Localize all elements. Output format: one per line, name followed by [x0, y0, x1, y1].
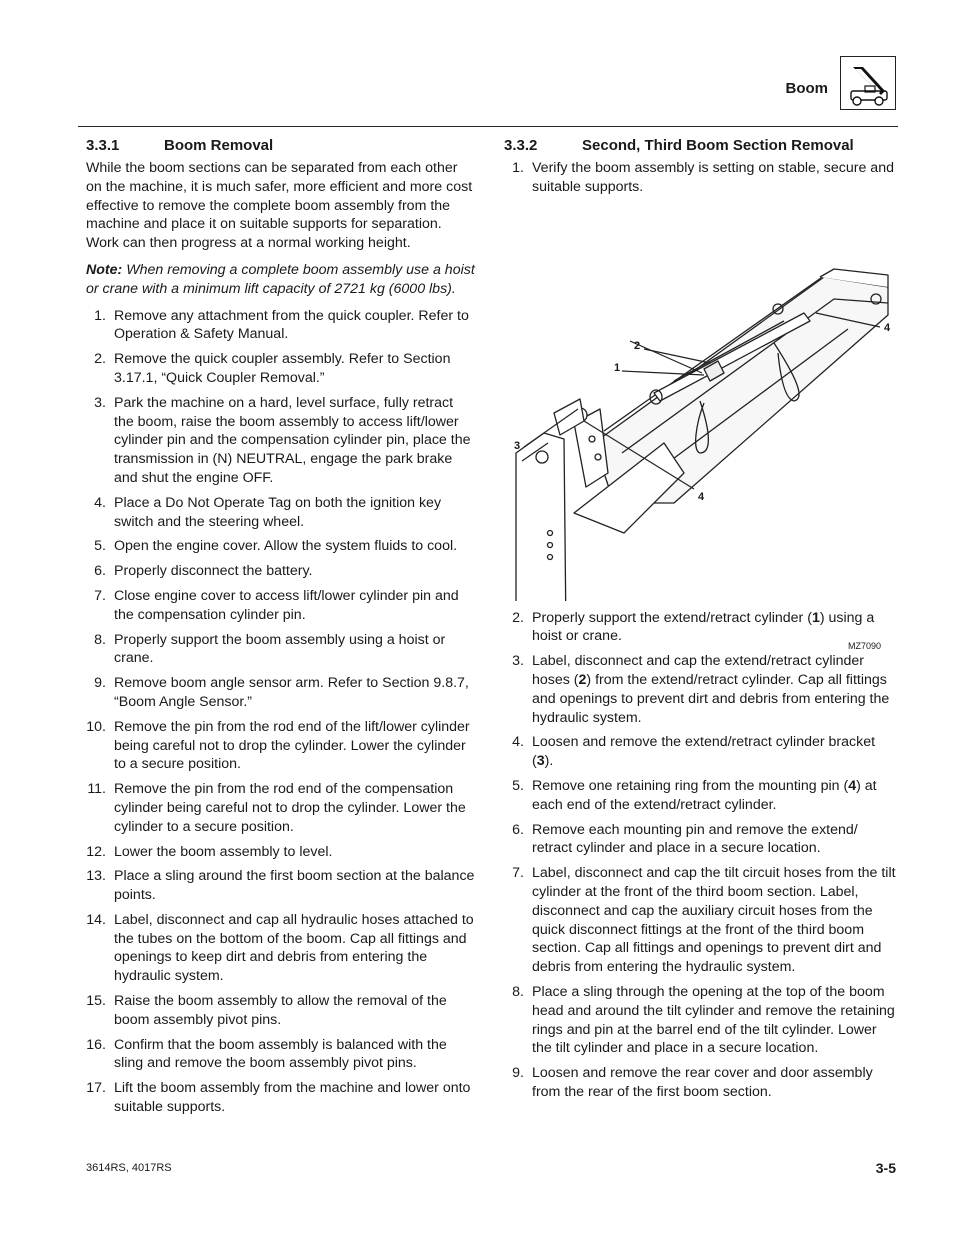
page-number: 3-5 — [875, 1160, 896, 1176]
step-number: 6. — [94, 563, 106, 580]
list-item — [86, 350, 476, 388]
list-item — [86, 911, 476, 986]
step-text: Open the engine cover. Allow the system fluids to cool. — [114, 538, 458, 555]
note — [86, 261, 476, 299]
step-text: Properly disconnect the battery. — [114, 563, 313, 580]
list-item — [504, 983, 896, 1058]
step-number: 12. — [86, 843, 106, 860]
step-number: 16. — [86, 1036, 106, 1053]
section-steps-continued — [504, 609, 896, 1102]
callout-3: 3 — [514, 439, 521, 452]
list-item — [86, 494, 476, 532]
list-item — [86, 631, 476, 669]
step-text: Remove the pin from the rod end of the compensation cylinder being careful not to drop the cylinder. Lower the cylinder to a secure position. — [114, 781, 466, 835]
step-number: 3. — [512, 653, 524, 670]
step-text: Close engine cover to access lift/lower cylinder pin and the compensation cylinder pin. — [114, 587, 459, 623]
step-number: 5. — [94, 538, 106, 555]
step-number: 10. — [86, 718, 106, 735]
step-number: 8. — [512, 983, 524, 1000]
step-text-tail: ). — [544, 753, 554, 770]
section-heading-second-third-boom — [504, 133, 896, 159]
list-item — [86, 587, 476, 625]
step-number: 1. — [94, 307, 106, 324]
step-text: Remove any attachment from the quick coupler. Refer to Operation & Safety Manual. — [114, 307, 469, 343]
step-text: Remove the pin from the rod end of the lift/lower cylinder being careful not to drop the cylinder. Lower the cylinder to a secure position. — [114, 718, 470, 773]
removal-steps-list — [86, 307, 476, 1117]
step-text: Label, disconnect and cap the tilt circuit hoses from the tilt cylinder at the front of the third boom section. Label, disconnect and cap the auxiliary circuit hoses from the quick disconnect fittings at the front of the third boom section. Cap all fittings and openings to prevent dirt and debris from entering the hydraulic system. — [532, 865, 896, 976]
step-text: Remove one retaining ring from the mounting pin ( — [532, 777, 849, 794]
list-item — [86, 394, 476, 488]
step-text: Park the machine on a hard, level surface, fully retract the boom, raise the boom assembly to access lift/lower cylinder pin and the compensation cylinder pin, place the transmission in (N) NEUTRAL, engage the park brake and shut the engine OFF. — [114, 394, 471, 486]
step-number: 1. — [512, 160, 524, 176]
footer-models: 3614RS, 4017RS — [86, 1162, 172, 1174]
step-number: 5. — [512, 777, 524, 794]
list-item — [504, 733, 896, 771]
step-number: 4. — [94, 494, 106, 511]
callout-4-rear: 4 — [884, 321, 891, 334]
step-text: Verify the boom assembly is setting on stable, secure and suitable supports. — [532, 160, 894, 195]
callout-reference: 4 — [848, 777, 857, 794]
step-text: Lower the boom assembly to level. — [114, 843, 333, 860]
step-number: 6. — [512, 821, 524, 838]
list-item — [504, 777, 896, 815]
list-item — [86, 562, 476, 581]
step-text-tail: ) using a hoist or crane. — [532, 609, 875, 645]
list-item — [504, 821, 896, 859]
list-item — [86, 1079, 476, 1117]
left-column — [86, 133, 476, 1123]
step-text: Label, disconnect and cap the extend/retract cylinder hoses ( — [532, 653, 865, 688]
note-label: Note: — [86, 261, 123, 278]
header-title: Boom — [785, 80, 828, 97]
section-heading-boom-removal — [86, 133, 476, 159]
list-item — [86, 718, 476, 774]
section-number: 3.3.2 — [504, 136, 538, 154]
boom-assembly-illustration — [504, 203, 896, 601]
list-item — [86, 1036, 476, 1074]
list-item — [86, 537, 476, 556]
step-text: Remove each mounting pin and remove the extend/ retract cylinder and place in a secure location. — [532, 821, 858, 857]
step-text-tail: ) at each end of the extend/retract cylinder. — [532, 777, 877, 813]
step-text: Place a sling around the first boom section at the balance points. — [114, 868, 475, 904]
callout-2: 2 — [634, 339, 641, 352]
step-number: 9. — [512, 1065, 524, 1082]
step-text-tail: ) from the extend/retract cylinder. Cap all fittings and openings to prevent dirt and debris from entering the hydraulic system. — [532, 671, 890, 726]
step-number: 9. — [94, 675, 106, 692]
section-steps-start — [504, 159, 896, 197]
step-text: Label, disconnect and cap all hydraulic hoses attached to the tubes on the bottom of the boom. Cap all fittings and openings to keep dirt and debris from entering the hydraulic system. — [114, 911, 474, 985]
list-item — [504, 1064, 896, 1102]
list-item — [86, 867, 476, 905]
list-item — [86, 674, 476, 712]
list-item — [504, 652, 896, 727]
telehandler-boom-icon — [840, 56, 896, 110]
list-item — [86, 780, 476, 836]
step-text: Lift the boom assembly from the machine and lower onto suitable supports. — [114, 1080, 471, 1116]
note-text: When removing a complete boom assembly use a hoist or crane with a minimum lift capacity of 2721 kg (6000 lbs). — [86, 261, 475, 297]
list-item — [504, 864, 896, 977]
list-item — [504, 159, 896, 197]
list-item — [86, 843, 476, 862]
step-text: Loosen and remove the rear cover and door assembly from the rear of the first boom section. — [532, 1065, 873, 1100]
step-text: Place a Do Not Operate Tag on both the ignition key switch and the steering wheel. — [114, 494, 442, 530]
step-number: 7. — [512, 865, 524, 882]
step-number: 4. — [512, 734, 524, 751]
step-number: 17. — [86, 1080, 106, 1097]
step-text: Confirm that the boom assembly is balanced with the sling and remove the boom assembly pivot pins. — [114, 1036, 447, 1072]
step-text: Properly support the extend/retract cylinder ( — [532, 609, 812, 626]
figure-code: MZ7090 — [848, 640, 882, 651]
callout-4-front: 4 — [698, 490, 705, 503]
section-number: 3.3.1 — [86, 136, 120, 154]
step-number: 3. — [94, 394, 106, 411]
step-number: 7. — [94, 587, 106, 604]
step-text: Properly support the boom assembly using a hoist or crane. — [114, 631, 446, 667]
callout-reference: 3 — [536, 753, 545, 770]
callout-reference: 2 — [578, 671, 587, 688]
step-text: Loosen and remove the extend/retract cylinder bracket ( — [532, 734, 876, 770]
step-number: 2. — [94, 351, 106, 368]
intro-paragraph: While the boom sections can be separated from each other on the machine, it is much safer, more efficient and more cost effective to remove the complete boom assembly from the machine and place it on suitable supports for separation. Work can then progress at a normal working height. — [86, 160, 473, 252]
step-number: 11. — [87, 781, 106, 798]
step-text: Remove the quick coupler assembly. Refer to Section 3.17.1, “Quick Coupler Removal.” — [114, 351, 451, 386]
step-text: Remove boom angle sensor arm. Refer to Section 9.8.7, “Boom Angle Sensor.” — [114, 675, 469, 710]
list-item — [86, 307, 476, 345]
step-number: 13. — [86, 868, 106, 885]
section-title: Boom Removal — [164, 136, 274, 154]
callout-reference: 1 — [811, 609, 820, 626]
step-text: Place a sling through the opening at the top of the boom head and around the tilt cylinder and remove the retaining rings and pin at the barrel end of the tilt cylinder. Lower the tilt cylinder and place in a secure location. — [532, 983, 895, 1057]
step-number: 8. — [94, 631, 106, 648]
step-number: 14. — [86, 911, 106, 928]
list-item — [86, 992, 476, 1030]
right-column — [504, 133, 896, 1108]
list-item — [504, 609, 896, 647]
step-number: 2. — [512, 609, 524, 626]
step-number: 15. — [86, 993, 106, 1010]
callout-1: 1 — [614, 361, 621, 374]
section-title: Second, Third Boom Section Removal — [582, 136, 854, 154]
header-rule — [78, 126, 898, 127]
step-text: Raise the boom assembly to allow the removal of the boom assembly pivot pins. — [114, 993, 447, 1028]
